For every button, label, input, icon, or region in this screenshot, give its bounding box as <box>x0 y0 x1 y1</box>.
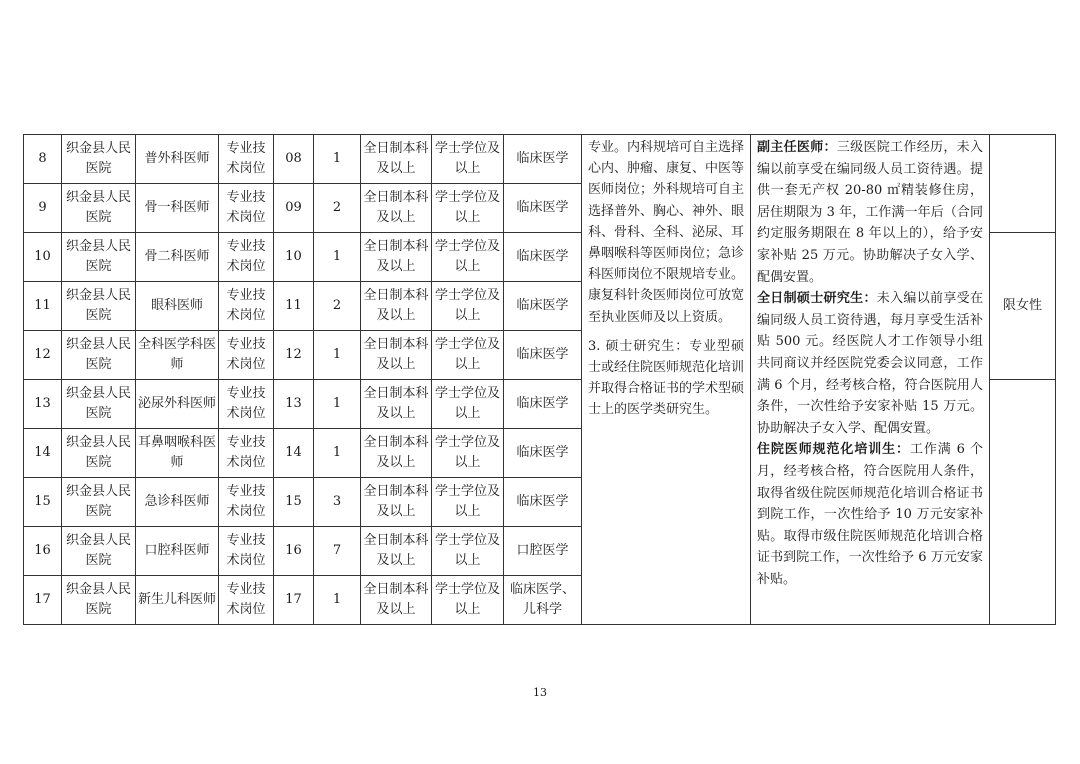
post-name: 骨一科医师 <box>136 184 219 233</box>
hire-count: 3 <box>314 478 361 527</box>
post-code: 14 <box>274 429 314 478</box>
remark-cell: 限女性 <box>990 233 1056 380</box>
post-name: 眼科医师 <box>136 282 219 331</box>
unit-name: 织金县人民医院 <box>62 282 136 331</box>
hire-count: 1 <box>314 233 361 282</box>
education: 全日制本科及以上 <box>361 282 432 331</box>
unit-name: 织金县人民医院 <box>62 429 136 478</box>
degree: 学士学位及以上 <box>432 527 504 576</box>
benefit-resident <box>757 439 983 590</box>
post-name: 全科医学科医师 <box>136 331 219 380</box>
degree: 学士学位及以上 <box>432 135 504 184</box>
degree: 学士学位及以上 <box>432 576 504 625</box>
degree: 学士学位及以上 <box>432 429 504 478</box>
post-type: 专业技术岗位 <box>219 429 274 478</box>
hire-count: 2 <box>314 282 361 331</box>
post-code: 12 <box>274 331 314 380</box>
education: 全日制本科及以上 <box>361 184 432 233</box>
recruitment-table <box>23 134 1056 625</box>
major: 临床医学、儿科学 <box>504 576 582 625</box>
table-row <box>24 135 1056 184</box>
education: 全日制本科及以上 <box>361 429 432 478</box>
row-number: 16 <box>24 527 62 576</box>
education: 全日制本科及以上 <box>361 233 432 282</box>
post-type: 专业技术岗位 <box>219 576 274 625</box>
benefit-title: 全日制硕士研究生： <box>757 291 877 307</box>
degree: 学士学位及以上 <box>432 282 504 331</box>
education: 全日制本科及以上 <box>361 527 432 576</box>
major: 临床医学 <box>504 135 582 184</box>
post-type: 专业技术岗位 <box>219 184 274 233</box>
benefit-master <box>757 288 983 439</box>
degree: 学士学位及以上 <box>432 331 504 380</box>
unit-name: 织金县人民医院 <box>62 233 136 282</box>
row-number: 11 <box>24 282 62 331</box>
post-name: 普外科医师 <box>136 135 219 184</box>
education: 全日制本科及以上 <box>361 380 432 429</box>
benefit-text: 三级医院工作经历，未入编以前享受在编同级人员工资待遇。提供一套无产权 20-80 ㎡精装修住房，居住期限为 3 年，工作满一年后（合同约定服务期限在 8 年以上的），给予安家补贴 25 万元。协助解决子女入学、配偶安置。 <box>757 140 983 285</box>
post-code: 11 <box>274 282 314 331</box>
major: 临床医学 <box>504 184 582 233</box>
post-code: 10 <box>274 233 314 282</box>
major: 临床医学 <box>504 478 582 527</box>
education: 全日制本科及以上 <box>361 576 432 625</box>
hire-count: 1 <box>314 135 361 184</box>
unit-name: 织金县人民医院 <box>62 184 136 233</box>
unit-name: 织金县人民医院 <box>62 527 136 576</box>
post-name: 急诊科医师 <box>136 478 219 527</box>
row-number: 9 <box>24 184 62 233</box>
remark-cell <box>990 380 1056 625</box>
post-name: 泌尿外科医师 <box>136 380 219 429</box>
major: 临床医学 <box>504 282 582 331</box>
education: 全日制本科及以上 <box>361 135 432 184</box>
unit-name: 织金县人民医院 <box>62 576 136 625</box>
post-code: 17 <box>274 576 314 625</box>
hire-count: 1 <box>314 576 361 625</box>
row-number: 14 <box>24 429 62 478</box>
post-name: 口腔科医师 <box>136 527 219 576</box>
row-number: 17 <box>24 576 62 625</box>
hire-count: 1 <box>314 429 361 478</box>
page-number: 13 <box>533 686 547 699</box>
post-code: 08 <box>274 135 314 184</box>
degree: 学士学位及以上 <box>432 184 504 233</box>
benefit-text: 未入编以前享受在编同级人员工资待遇，每月享受生活补贴 500 元。经医院人才工作领导小组共同商议并经医院党委会议同意，工作满 6 个月，经考核合格，符合医院用人条件，一次性给予安家补贴 15 万元。协助解决子女入学、配偶安置。 <box>757 291 983 436</box>
row-number: 15 <box>24 478 62 527</box>
benefit-text: 工作满 6 个月，经考核合格，符合医院用人条件，取得省级住院医师规范化培训合格证书到院工作，一次性给予 10 万元安家补贴。取得市级住院医师规范化培训合格证书到院工作，一次性给予 6 万元安家补贴。 <box>757 442 983 587</box>
post-type: 专业技术岗位 <box>219 331 274 380</box>
degree: 学士学位及以上 <box>432 478 504 527</box>
unit-name: 织金县人民医院 <box>62 331 136 380</box>
remark-cell <box>990 135 1056 233</box>
benefits-cell <box>751 135 990 625</box>
major: 临床医学 <box>504 331 582 380</box>
post-type: 专业技术岗位 <box>219 380 274 429</box>
post-type: 专业技术岗位 <box>219 282 274 331</box>
post-code: 15 <box>274 478 314 527</box>
unit-name: 织金县人民医院 <box>62 135 136 184</box>
benefit-title: 住院医师规范化培训生： <box>757 442 910 458</box>
requirements-cell <box>582 135 751 625</box>
hire-count: 1 <box>314 380 361 429</box>
unit-name: 织金县人民医院 <box>62 380 136 429</box>
degree: 学士学位及以上 <box>432 233 504 282</box>
post-type: 专业技术岗位 <box>219 527 274 576</box>
post-code: 09 <box>274 184 314 233</box>
major: 临床医学 <box>504 429 582 478</box>
requirements-text-1: 专业。内科规培可自主选择心内、肿瘤、康复、中医等医师岗位；外科规培可自主选择普外、胸心、神外、眼科、骨科、全科、泌尿、耳鼻咽喉科等医师岗位；急诊科医师岗位不限规培专业。康复科针灸医师岗位可放宽至执业医师及以上资质。 <box>588 140 745 325</box>
row-number: 8 <box>24 135 62 184</box>
benefit-deputy-chief <box>757 137 983 288</box>
post-name: 新生儿科医师 <box>136 576 219 625</box>
education: 全日制本科及以上 <box>361 478 432 527</box>
education: 全日制本科及以上 <box>361 331 432 380</box>
post-code: 16 <box>274 527 314 576</box>
post-code: 13 <box>274 380 314 429</box>
post-name: 骨二科医师 <box>136 233 219 282</box>
major: 口腔医学 <box>504 527 582 576</box>
degree: 学士学位及以上 <box>432 380 504 429</box>
hire-count: 7 <box>314 527 361 576</box>
row-number: 10 <box>24 233 62 282</box>
unit-name: 织金县人民医院 <box>62 478 136 527</box>
hire-count: 2 <box>314 184 361 233</box>
post-name: 耳鼻咽喉科医师 <box>136 429 219 478</box>
hire-count: 1 <box>314 331 361 380</box>
post-type: 专业技术岗位 <box>219 233 274 282</box>
post-type: 专业技术岗位 <box>219 478 274 527</box>
major: 临床医学 <box>504 380 582 429</box>
benefit-title: 副主任医师： <box>757 140 837 155</box>
row-number: 13 <box>24 380 62 429</box>
requirements-text-2: 3. 硕士研究生：专业型硕士或经住院医师规范化培训并取得合格证书的学术型硕士上的医学类研究生。 <box>588 338 745 418</box>
row-number: 12 <box>24 331 62 380</box>
major: 临床医学 <box>504 233 582 282</box>
post-type: 专业技术岗位 <box>219 135 274 184</box>
